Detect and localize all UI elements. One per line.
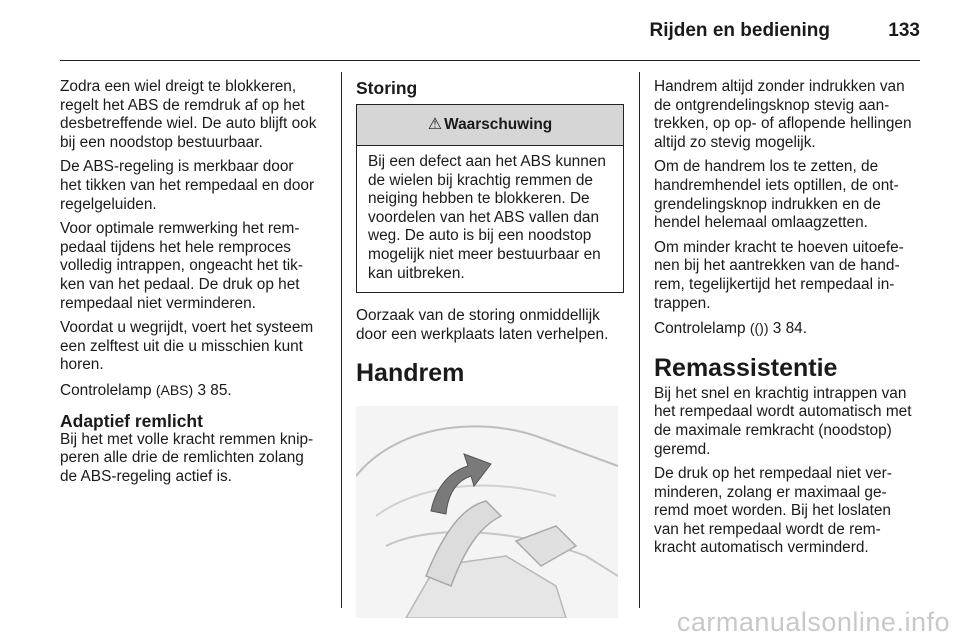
- control-lamp-label: Controlelamp: [654, 320, 746, 338]
- control-lamp-reference: [654, 319, 924, 339]
- section-heading-remassistentie: Remassistentie: [654, 353, 838, 382]
- paragraph: Bij het snel en krachtig intrappen van het rempedaal wordt automatisch met de maximale remkracht (noodstop) geremd.: [654, 384, 912, 458]
- paragraph: De ABS-regeling is merkbaar door het tikken van het rempedaal en door regelgeluiden.: [60, 158, 315, 213]
- paragraph: Om minder kracht te hoeven uitoefe- nen bij het aantrekken van de hand- rem, tegelijkertijd het rempedaal in- trappen.: [654, 238, 904, 312]
- column-middle: [356, 78, 624, 618]
- section-heading-handrem: Handrem: [356, 359, 465, 388]
- warning-text: Bij een defect aan het ABS kunnen de wielen bij krachtig remmen de neiging hebben te blokkeren. De voordelen van het ABS vallen dan weg. De auto is bij een noodstop mogelijk niet meer bestuurbaar en kan uitbreken.: [368, 153, 606, 282]
- brake-lamp-icon: (()): [749, 320, 769, 337]
- page-ref-arrow-icon: 3: [197, 381, 207, 399]
- paragraph: Oorzaak van de storing onmiddellijk door een werkplaats laten verhelpen.: [356, 307, 609, 343]
- warning-triangle-icon: ⚠: [427, 116, 443, 133]
- paragraph: Bij het met volle kracht remmen knip- peren alle drie de remlichten zolang de ABS-regeling actief is.: [60, 430, 314, 485]
- section-heading-adaptief-remlicht: Adaptief remlicht: [60, 410, 203, 431]
- page-number: 133: [888, 20, 920, 41]
- warning-title: Waarschuwing: [444, 116, 553, 133]
- control-lamp-reference: [60, 381, 328, 401]
- warning-box: [356, 104, 624, 293]
- paragraph: Zodra een wiel dreigt te blokkeren, regelt het ABS de remdruk af op het desbetreffende wiel. De auto blijft ook bij een noodstop bestuurbaar.: [60, 78, 317, 151]
- warning-header: [357, 105, 623, 146]
- page-title: Rijden en bediening: [649, 20, 830, 41]
- page-header: [60, 0, 920, 61]
- paragraph: De druk op het rempedaal niet ver- minderen, zolang er maximaal ge- remd moet worden. Bij het loslaten van het rempedaal wordt de rem- kracht automatisch verminderd.: [654, 465, 892, 557]
- page-ref-link[interactable]: 85.: [210, 381, 232, 399]
- column-divider: [341, 72, 342, 608]
- abs-lamp-icon: (ABS): [155, 381, 194, 398]
- paragraph: Handrem altijd zonder indrukken van de ontgrendelingsknop stevig aan- trekken, op op- of aflopende hellingen altijd zo stevig mogelijk.: [654, 78, 912, 151]
- handbrake-drawing: [356, 406, 618, 618]
- column-left: [60, 78, 328, 492]
- watermark: carmanualsonline.info: [676, 607, 950, 637]
- control-lamp-label: Controlelamp: [60, 381, 152, 399]
- handbrake-illustration: [356, 406, 618, 618]
- paragraph: Voor optimale remwerking het rem- pedaal tijdens het hele remproces volledig intrappen, ongeacht het tik- ken van het pedaal. De druk op het rempedaal niet verminderen.: [60, 220, 303, 312]
- section-heading-storing: Storing: [356, 78, 418, 98]
- column-divider: [639, 72, 640, 608]
- column-right: [654, 78, 924, 564]
- page-ref-arrow-icon: 3: [772, 320, 782, 338]
- paragraph: Om de handrem los te zetten, de handremhendel iets optillen, de ont- grendelingsknop indrukken en de hendel helemaal omlaagzetten.: [654, 158, 899, 232]
- page-ref-link[interactable]: 84.: [785, 320, 808, 338]
- paragraph: Voordat u wegrijdt, voert het systeem een zelftest uit die u misschien kunt horen.: [60, 319, 314, 374]
